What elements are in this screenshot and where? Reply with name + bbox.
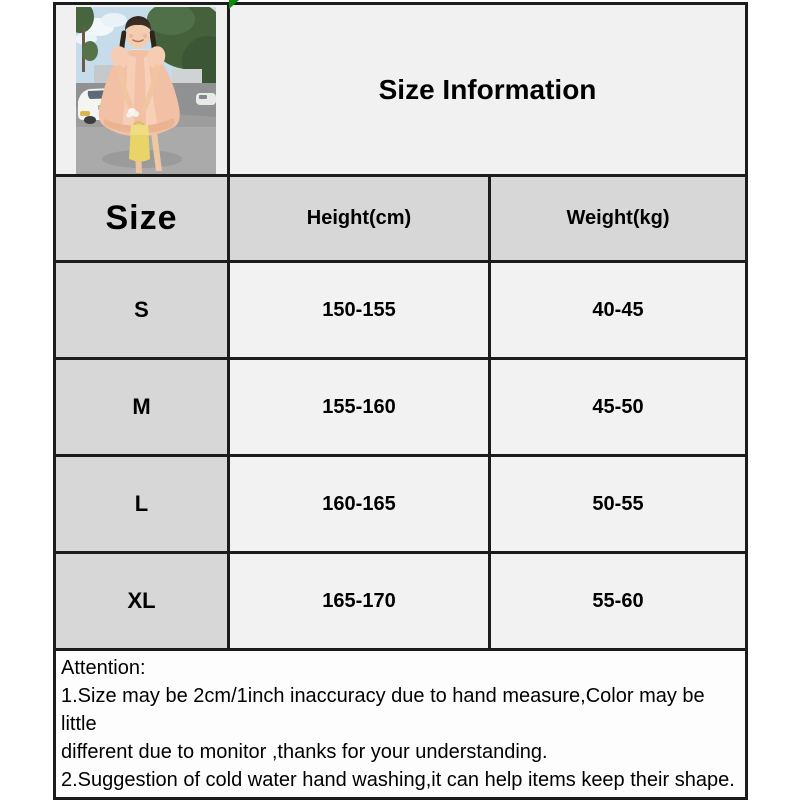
height-value: 165-170 [229,553,490,650]
attention-line-3: 2.Suggestion of cold water hand washing,it can help items keep their shape. [61,769,735,791]
weight-value: 50-55 [490,456,747,553]
column-header-size: Size [55,176,229,262]
size-label: L [55,456,229,553]
product-photo-cell [55,4,229,176]
product-photo [76,7,216,174]
attention-line-2: different due to monitor ,thanks for your understanding. [61,741,548,763]
table-row-xl [55,553,747,650]
green-corner-marker [229,0,239,9]
column-header-height: Height(cm) [229,176,490,262]
size-label: M [55,359,229,456]
weight-value: 55-60 [490,553,747,650]
top-row [55,4,747,176]
height-value: 160-165 [229,456,490,553]
height-value: 155-160 [229,359,490,456]
size-label: S [55,262,229,359]
table-row-s [55,262,747,359]
size-label: XL [55,553,229,650]
header-row [55,176,747,262]
weight-value: 40-45 [490,262,747,359]
size-information-table [53,2,748,800]
height-value: 150-155 [229,262,490,359]
attention-heading: Attention: [61,657,146,679]
attention-line-1: 1.Size may be 2cm/1inch inaccuracy due to hand measure,Color may be little [61,685,705,735]
table-row-l [55,456,747,553]
attention-note [55,650,747,799]
table-row-m [55,359,747,456]
attention-row [55,650,747,799]
weight-value: 45-50 [490,359,747,456]
page-title: Size Information [229,4,747,176]
column-header-weight: Weight(kg) [490,176,747,262]
